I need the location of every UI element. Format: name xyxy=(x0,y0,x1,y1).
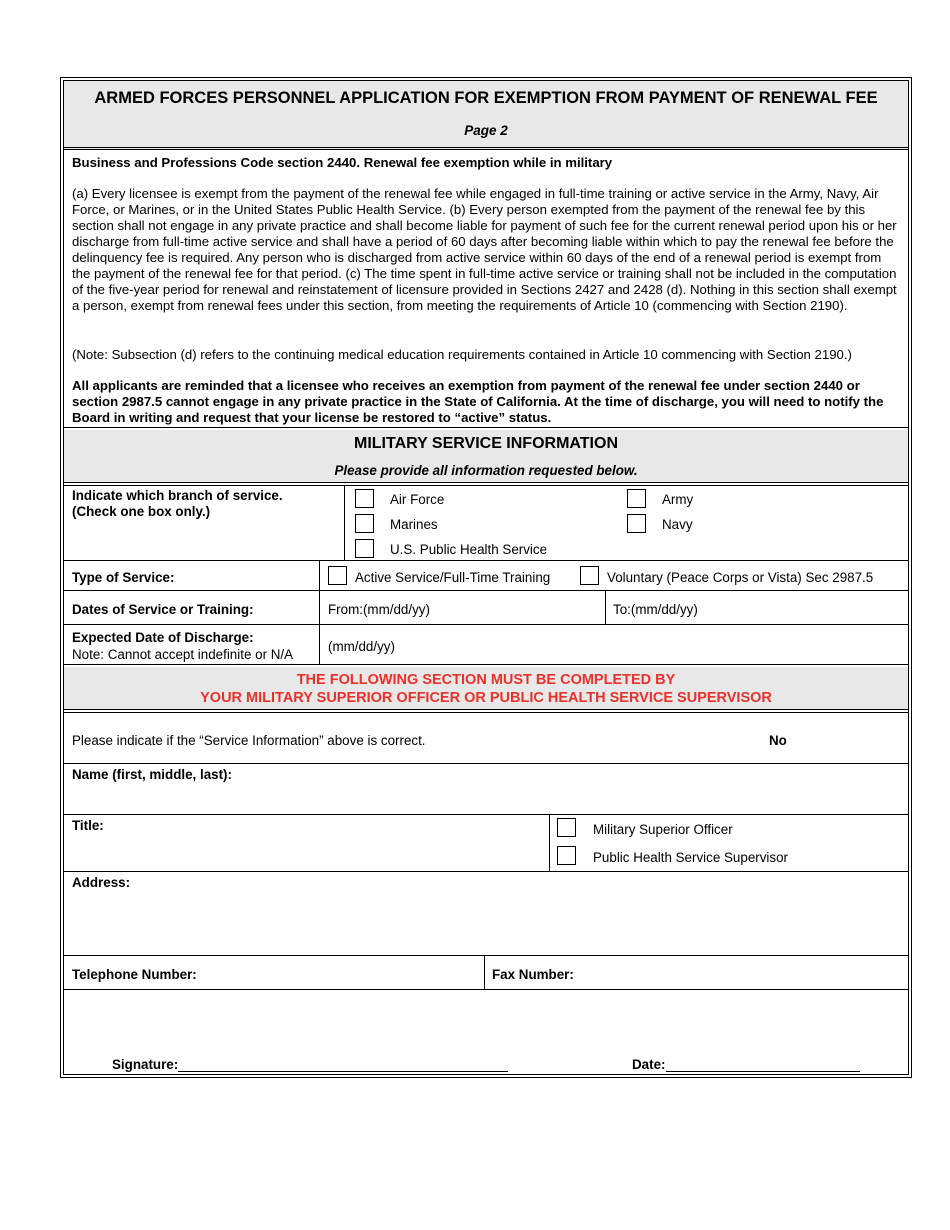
supervisor-heading-line-2: YOUR MILITARY SUPERIOR OFFICER OR PUBLIC HEALTH SERVICE SUPERVISOR xyxy=(200,690,772,706)
voluntary-service-label: Voluntary (Peace Corps or Vista) Sec 2987.5 xyxy=(607,570,874,585)
supervisor-section-header xyxy=(64,667,908,709)
army-checkbox[interactable] xyxy=(627,489,646,508)
military-officer-checkbox[interactable] xyxy=(557,818,576,837)
navy-label: Navy xyxy=(662,517,693,532)
form-header xyxy=(64,81,908,150)
voluntary-service-checkbox[interactable] xyxy=(580,566,599,585)
date-from-field[interactable]: From:(mm/dd/yy) xyxy=(328,602,430,617)
discharge-note: Note: Cannot accept indefinite or N/A xyxy=(72,647,294,662)
signature-line[interactable] xyxy=(178,1071,508,1072)
phs-label: U.S. Public Health Service xyxy=(390,542,548,557)
army-label: Army xyxy=(662,492,694,507)
supervisor-name-label: Name (first, middle, last): xyxy=(72,767,232,782)
supervisor-heading-line-1: THE FOLLOWING SECTION MUST BE COMPLETED BY xyxy=(296,672,676,688)
code-section-note: (Note: Subsection (d) refers to the continuing medical education requirements contained in Article 10 commencing with Section 2190.) xyxy=(72,347,852,362)
applicant-reminder: All applicants are reminded that a licensee who receives an exemption from payment of the renewal fee under section 2440 or section 2987.5 cannot engage in any private practice in the State of California. At the time of discharge, you will need to notify the Board in writing and request that your license be restored to “active” status. xyxy=(72,378,884,425)
supervisor-name-field[interactable] xyxy=(64,764,908,814)
active-service-label: Active Service/Full-Time Training xyxy=(355,570,551,585)
military-subheading: Please provide all information requested below. xyxy=(334,463,638,478)
type-of-service-label: Type of Service: xyxy=(72,570,175,585)
military-heading: MILITARY SERVICE INFORMATION xyxy=(353,435,618,452)
discharge-label: Expected Date of Discharge: xyxy=(72,630,254,645)
active-service-checkbox[interactable] xyxy=(328,566,347,585)
form-title: ARMED FORCES PERSONNEL APPLICATION FOR EXEMPTION FROM PAYMENT OF RENEWAL FEE xyxy=(94,89,878,107)
date-to-field[interactable]: To:(mm/dd/yy) xyxy=(613,602,698,617)
address-field[interactable] xyxy=(64,872,908,955)
navy-checkbox[interactable] xyxy=(627,514,646,533)
page-number: Page 2 xyxy=(464,123,508,138)
service-info-correct-question: Please indicate if the “Service Information” above is correct. xyxy=(72,733,426,748)
branch-label: Indicate which branch of service. xyxy=(72,488,283,503)
discharge-date-field[interactable]: (mm/dd/yy) xyxy=(328,639,395,654)
phs-checkbox[interactable] xyxy=(355,539,374,558)
application-form xyxy=(60,77,912,1078)
dates-of-service-label: Dates of Service or Training: xyxy=(72,602,254,617)
branch-instruction: (Check one box only.) xyxy=(72,504,211,519)
date-label: Date: xyxy=(632,1057,666,1072)
marines-checkbox[interactable] xyxy=(355,514,374,533)
military-section-header xyxy=(64,430,908,482)
fax-label: Fax Number: xyxy=(492,967,574,982)
code-section-body: (a) Every licensee is exempt from the payment of the renewal fee while engaged in full-time training or active service in the Army, Navy, Air Force, or Marines, or in the United States Public Health Service. (b) Every person exempted from the payment of the renewal fee by this section shall not engage in any private practice and shall become liable for payment of such fee for the current renewal period upon his or her discharge from full-time active service and shall have a period of 60 days after becoming liable within which to pay the renewal fee before the delinquency fee is required. Any person who is discharged from active service within 60 days of the end of a renewal period is exempt from the payment of the renewal fee for that period. (c) The time spent in full-time active service or training shall not be included in the computation of the five-year period for renewal and reinstatement of licensure provided in Sections 2427 and 2428 (d). Nothing in this section shall exempt a person, exempt from renewal fees under this section, from meeting the requirements of Article 10 (commencing with Section 2190). xyxy=(72,186,897,313)
supervisor-title-label: Title: xyxy=(72,818,104,833)
date-line[interactable] xyxy=(666,1071,860,1072)
marines-label: Marines xyxy=(390,517,438,532)
telephone-label: Telephone Number: xyxy=(72,967,197,982)
air-force-label: Air Force xyxy=(390,492,445,507)
military-officer-label: Military Superior Officer xyxy=(593,822,733,837)
code-section-heading: Business and Professions Code section 2440. Renewal fee exemption while in military xyxy=(72,155,613,170)
signature-label: Signature: xyxy=(112,1057,179,1072)
address-label: Address: xyxy=(72,875,131,890)
no-option[interactable]: No xyxy=(769,733,787,748)
phs-supervisor-label: Public Health Service Supervisor xyxy=(593,850,788,865)
phs-supervisor-checkbox[interactable] xyxy=(557,846,576,865)
air-force-checkbox[interactable] xyxy=(355,489,374,508)
